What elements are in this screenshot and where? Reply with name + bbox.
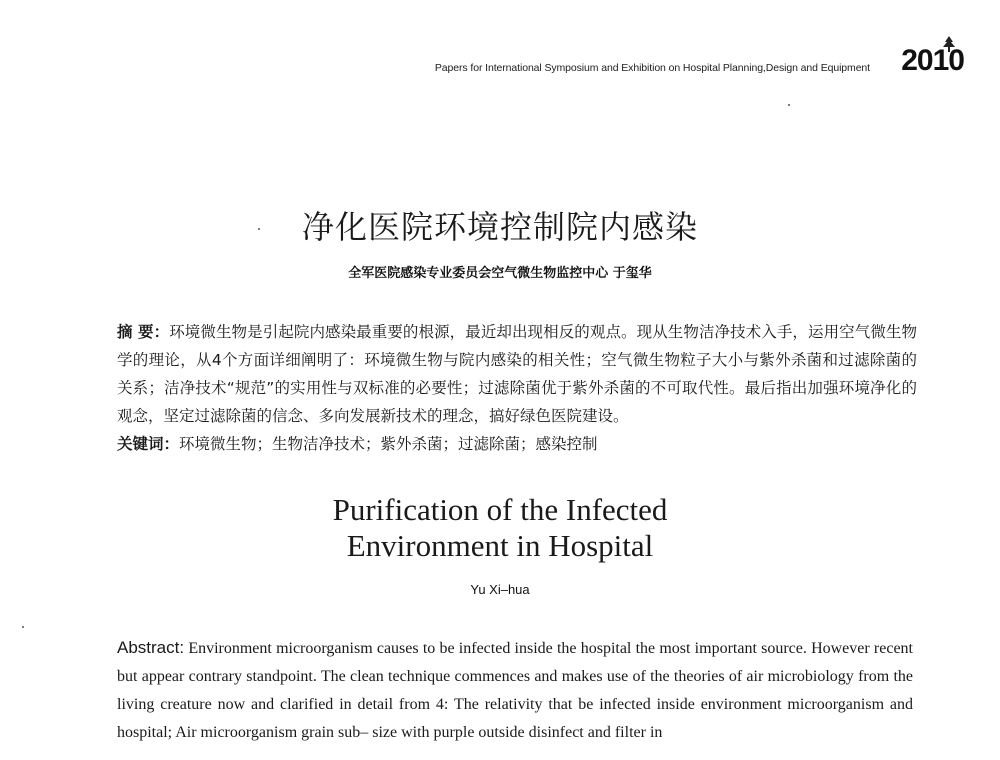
english-title-line-2: Environment in Hospital [346,528,654,563]
english-abstract-label: Abstract: [117,638,185,657]
chinese-abstract-label: 摘 要： [117,323,170,341]
english-abstract-text: Environment microorganism causes to be infected inside the hospital the most important source. However recent but appear contrary standpoint. The clean technique commences and makes use of the theories of air microbiology from the living creature now and clarified in detail from 4: The relativity that be infected inside environment microorganism and hospital; Air microorganism grain sub– size with purple outside disinfect and filter in [117,640,913,741]
english-author: Yu Xi–hua [470,582,530,597]
chinese-abstract-text: 环境微生物是引起院内感染最重要的根源，最近却出现相反的观点。现从生物洁净技术入手，运用空气微生物学的理论，从4个方面详细阐明了：环境微生物与院内感染的相关性；空气微生物粒子大小与紫外杀菌和过滤除菌的关系；洁净技术“规范”的实用性与双标准的必要性；过滤除菌优于紫外杀菌的不可取代性。最后指出加强环境净化的观念，坚定过滤除菌的信念、多向发展新技术的理念，搞好绿色医院建设。 [117,323,917,425]
english-abstract [117,634,913,747]
proceedings-header: Papers for International Symposium and Exhibition on Hospital Planning,Design and Equipment [434,62,870,74]
year-logo: 2010 [901,44,964,77]
chinese-keywords [117,430,917,458]
chinese-abstract [117,318,917,430]
english-title-line-1: Purification of the Infected [332,492,668,527]
scan-speck [22,626,24,628]
chinese-keywords-text: 环境微生物；生物洁净技术；紫外杀菌；过滤除菌；感染控制 [179,435,598,453]
scan-speck [788,104,790,106]
chinese-affiliation: 全军医院感染专业委员会空气微生物监控中心 于玺华 [348,266,652,281]
chinese-title: 净化医院环境控制院内感染 [301,208,698,246]
english-title [0,492,1000,564]
chinese-keywords-label: 关键词： [117,435,180,453]
